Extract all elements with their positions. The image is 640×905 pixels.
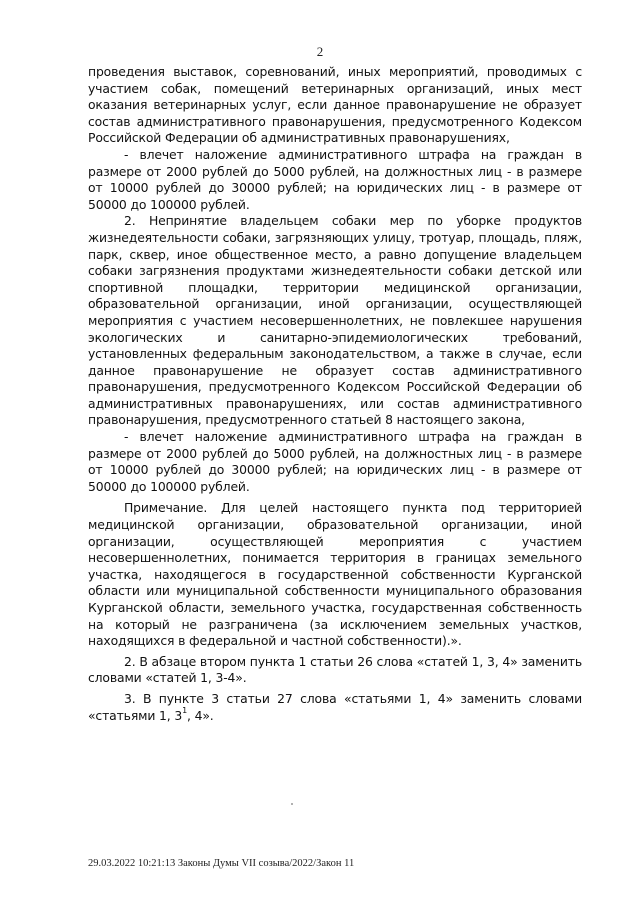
paragraph-penalty-1: - влечет наложение административного штрафа на граждан в размере от 2000 рублей до 5000 рублей, на должностных лиц - в размере от 10000 рублей до 30000 рублей; на юридических лиц - в размере от 50000 до 100000 рублей. <box>88 146 582 212</box>
paragraph-penalty-2: - влечет наложение административного штрафа на граждан в размере от 2000 рублей до 5000 рублей, на должностных лиц - в размере от 10000 рублей до 30000 рублей; на юридических лиц - в размере от 50000 до 100000 рублей. <box>88 429 582 494</box>
amendment-3-text: 3. В пункте 3 статьи 27 слова «статьями 1, 4» заменить словами «статьями 1, 3 <box>88 690 582 723</box>
amendment-3-tail: , 4». <box>187 707 214 723</box>
document-footer: 29.03.2022 10:21:13 Законы Думы VII созыва/2022/Закон 11 <box>88 858 355 869</box>
page-number: 2 <box>316 44 324 59</box>
scan-dot <box>291 803 293 805</box>
paragraph-continuation: проведения выставок, соревнований, иных мероприятий, проводимых с участием собак, помещений ветеринарных организаций, иных мест оказания ветеринарных услуг, если данное правонарушение не образует состав административного правонарушения, предусмотренного Кодексом Российской Федерации об административных правонарушениях, <box>88 64 582 146</box>
paragraph-amendment-2: 2. В абзаце втором пункта 1 статьи 26 слова «статей 1, 3, 4» заменить словами «статей 1, 3-4». <box>88 653 582 686</box>
paragraph-amendment-3 <box>88 691 582 724</box>
document-body <box>88 64 582 724</box>
amendment-3-superscript: 1 <box>182 706 188 716</box>
paragraph-item-2: 2. Непринятие владельцем собаки мер по уборке продуктов жизнедеятельности собаки, загрязняющих улицу, тротуар, площадь, пляж, парк, сквер, иное общественное место, а равно допущение владельцем собаки загрязнения продуктами жизнедеятельности собаки детской или спортивной площадки, территории медицинской организации, образовательной организации, иной организации, осуществляющей мероприятия с участием несовершеннолетних, не повлекшее нарушения экологических и санитарно-эпидемиологических требований, установленных федеральным законодательством, а также в случае, если данное правонарушение не образует состав административного правонарушения, предусмотренного Кодексом Российской Федерации об административных правонарушениях, или состав административного правонарушения, предусмотренного статьей 8 настоящего закона, <box>88 213 582 428</box>
paragraph-note: Примечание. Для целей настоящего пункта под территорией медицинской организации, образовательной организации, иной организации, осуществляющей мероприятия с участием несовершеннолетних, понимается территория в границах земельного участка, находящегося в государственной собственности Курганской области или муниципальной собственности муниципального образования Курганской области, земельного участка, государственная собственность на который не разграничена (за исключением земельных участков, находящихся в федеральной и частной собственности).». <box>88 500 582 649</box>
